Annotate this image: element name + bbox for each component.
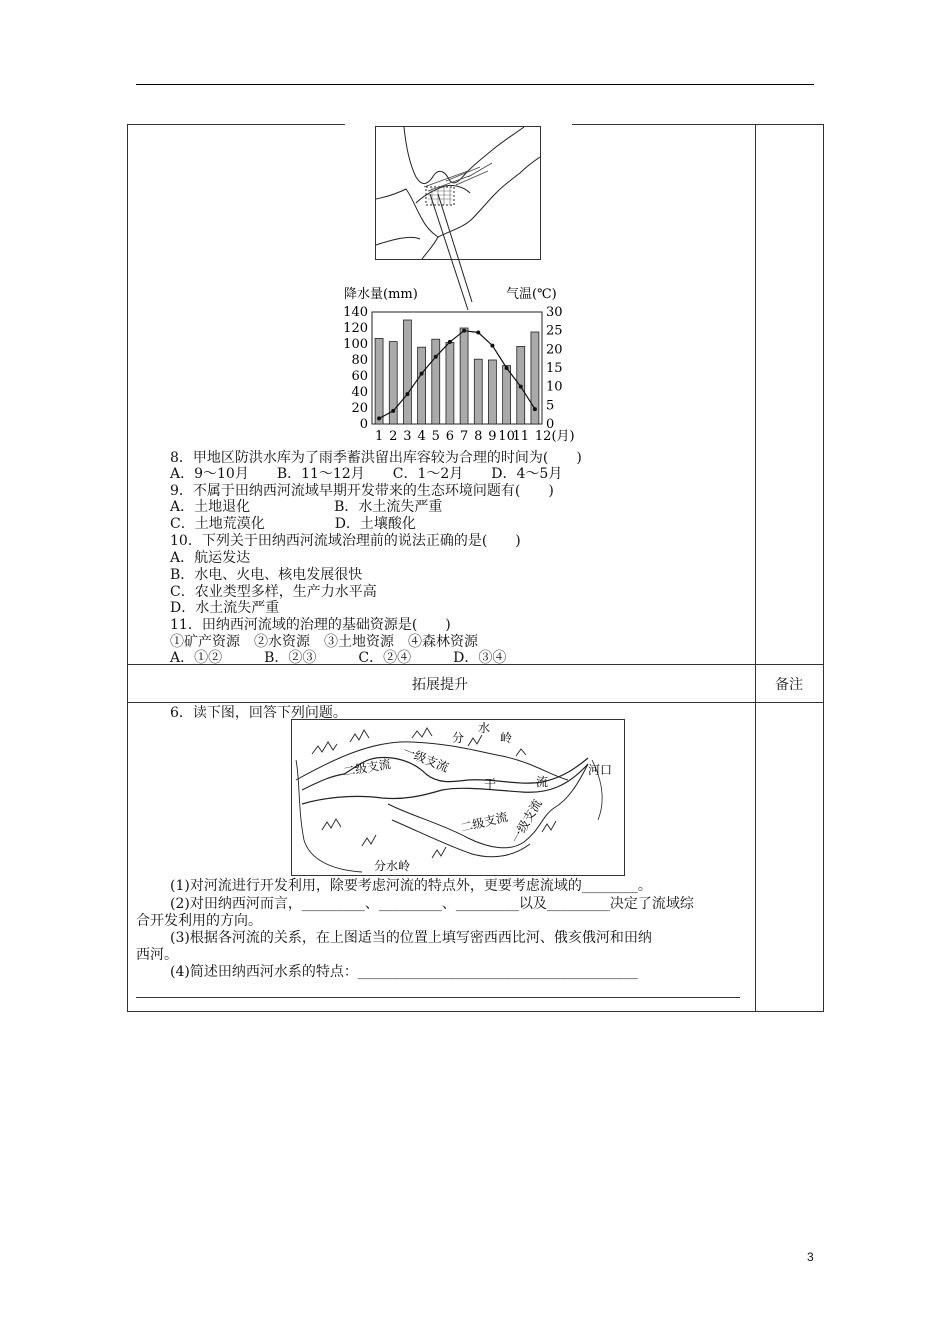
section-title: 拓展提升 <box>412 677 468 693</box>
question-10-option-b: B．水电、火电、核电发展很快 <box>170 567 363 583</box>
question-10: 10．下列关于田纳西河流域治理前的说法正确的是( ) <box>170 533 521 549</box>
temperature-line <box>379 331 535 419</box>
temperature-point <box>519 385 523 389</box>
question-10-option-a: A．航运发达 <box>170 550 251 566</box>
label-primary-tributary-bottom: 一级支流 <box>508 796 545 846</box>
river-diagram-svg <box>292 720 624 875</box>
question-10-option-c: C．农业类型多样，生产力水平高 <box>170 584 377 600</box>
temperature-point <box>434 355 438 359</box>
label-watershed-bottom: 分水岭 <box>374 859 411 873</box>
question-6-part-1: (1)对河流进行开发利用，除要考虑河流的特点外，更要考虑流域的________。 <box>170 878 652 894</box>
month-tick-label: 12(月) <box>534 429 575 444</box>
month-tick-label: 2 <box>389 429 398 444</box>
left-tick-label: 0 <box>359 417 368 432</box>
month-tick-label: 1 <box>374 429 384 444</box>
question-6-part-3: (3)根据各河流的关系，在上图适当的位置上填写密西西比河、俄亥俄河和田纳 <box>170 930 652 946</box>
question-8-options: A．9～10月 B．11～12月 C．1～2月 D．4～5月 <box>170 466 563 482</box>
precip-bar <box>488 360 496 424</box>
label-secondary-tributary-left: 二级支流 <box>342 756 392 779</box>
precip-bar <box>418 347 426 424</box>
left-tick-label: 40 <box>351 385 368 400</box>
right-tick-label: 15 <box>546 361 563 376</box>
question-8: 8．甲地区防洪水库为了雨季蓄洪留出库容较为合理的时间为( ) <box>170 450 582 466</box>
question-6-intro: 6．读下图，回答下列问题。 <box>170 705 347 721</box>
page-number: 3 <box>807 1250 814 1264</box>
notes-header: 备注 <box>775 677 803 693</box>
precip-bar <box>432 339 440 424</box>
right-tick-label: 0 <box>546 417 555 432</box>
left-tick-label: 100 <box>343 337 368 352</box>
question-6-part-2: (2)对田纳西河而言，_________、_________、_________以及_________决定了流域综 <box>170 896 694 912</box>
label-main-stream-2: 流 <box>536 775 549 789</box>
precip-bar <box>446 342 454 424</box>
left-tick-label: 140 <box>343 305 368 320</box>
temperature-point <box>462 329 466 333</box>
right-axis-label: 气温(℃) <box>506 287 557 302</box>
answer-line <box>136 997 740 998</box>
temperature-point <box>505 366 509 370</box>
temperature-point <box>405 392 409 396</box>
temperature-point <box>476 331 480 335</box>
question-9-options-ab: A．土地退化 B．水土流失严重 <box>170 499 443 515</box>
question-9-options-cd: C．土地荒漠化 D．土壤酸化 <box>170 516 416 532</box>
temperature-point <box>448 340 452 344</box>
label-river-mouth: 河口 <box>588 763 613 777</box>
label-watershed-top-2: 水 <box>478 721 491 735</box>
left-axis-label: 降水量(mm) <box>344 287 418 302</box>
question-11-items: ①矿产资源 ②水资源 ③土地资源 ④森林资源 <box>170 634 478 650</box>
month-tick-label: 8 <box>474 429 483 444</box>
left-tick-label: 20 <box>351 401 368 416</box>
right-tick-label: 10 <box>546 379 563 395</box>
label-primary-tributary-top: 一级支流 <box>400 743 451 775</box>
header-rule <box>136 84 814 85</box>
label-watershed-top-1: 分 <box>452 731 465 745</box>
temperature-point <box>377 416 381 420</box>
temperature-point <box>490 344 494 348</box>
question-6-part-4: (4)简述田纳西河水系的特点：________________________________________ <box>170 964 638 980</box>
temperature-point <box>533 407 537 411</box>
precip-bar <box>403 320 411 424</box>
precip-bar <box>503 366 511 424</box>
question-10-option-d: D．水土流失严重 <box>170 600 280 616</box>
temperature-point <box>391 409 395 413</box>
climate-chart <box>336 282 576 452</box>
precip-bar <box>375 338 383 424</box>
precip-bar <box>474 359 482 424</box>
left-tick-label: 60 <box>351 369 368 384</box>
precip-bar <box>460 328 468 424</box>
right-tick-label: 5 <box>546 398 555 414</box>
right-tick-label: 30 <box>546 305 563 320</box>
month-tick-label: 3 <box>403 429 412 444</box>
month-tick-label: 10 <box>498 429 515 444</box>
month-tick-label: 4 <box>417 429 426 444</box>
label-watershed-top-3: 岭 <box>500 731 513 745</box>
left-tick-label: 120 <box>343 321 368 336</box>
month-tick-label: 11 <box>512 429 530 444</box>
question-6-part-2-cont: 合开发利用的方向。 <box>136 913 262 929</box>
right-tick-label: 25 <box>546 323 563 339</box>
left-tick-label: 80 <box>351 353 368 368</box>
river-system-diagram <box>291 719 625 876</box>
right-tick-label: 20 <box>546 342 563 358</box>
month-tick-label: 9 <box>488 429 497 444</box>
section-divider-bottom <box>127 702 824 703</box>
question-11: 11．田纳西河流域的治理的基础资源是( ) <box>170 617 451 633</box>
notes-column-divider <box>755 124 756 1012</box>
question-9: 9．不属于田纳西河流域早期开发带来的生态环境问题有( ) <box>170 483 554 499</box>
month-tick-label: 7 <box>459 429 469 444</box>
question-11-options: A．①② B．②③ C．②④ D．③④ <box>170 650 507 666</box>
month-tick-label: 5 <box>431 429 440 444</box>
month-tick-label: 6 <box>445 429 455 444</box>
temperature-point <box>420 372 424 376</box>
question-6-part-3-cont: 西河。 <box>136 947 178 963</box>
label-secondary-tributary-bottom: 二级支流 <box>459 809 510 835</box>
label-main-stream-1: 干 <box>484 777 497 791</box>
